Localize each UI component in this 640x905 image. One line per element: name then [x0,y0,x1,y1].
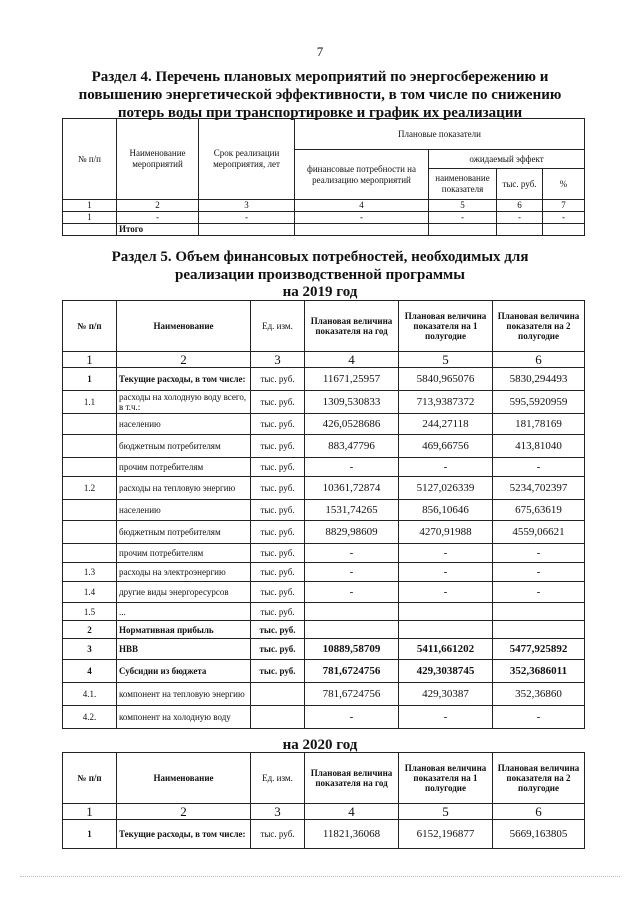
s5-2019-cell: - [493,544,585,563]
s5-2019-cell: 1.4 [63,582,117,603]
s5-2019-row [63,563,585,582]
s5-2019-cell: 5234,702397 [493,477,585,500]
s5-index-cell: 3 [251,352,305,368]
s5-2019-cell [251,706,305,729]
section5-title-line2: реализации производственной программы [175,267,465,283]
s5-index-cell: 5 [399,352,493,368]
s5-2019-cell [305,603,399,621]
s5-2020-header-cell: Плановая величина показателя на год [305,753,399,804]
s4-index-cell: 7 [543,200,585,212]
s5-2019-cell: 5840,965076 [399,368,493,391]
s5-2019-cell: 4.2. [63,706,117,729]
s4-total-label: Итого [117,224,199,236]
s5-2020-header-row [63,753,585,804]
s4-header-plan: Плановые показатели [295,119,585,150]
s5-2019-cell: 4559,06621 [493,521,585,544]
s5-2020-index-cell: 3 [251,804,305,820]
s5-2019-cell: 2 [63,621,117,639]
s4-data-cell: - [295,212,429,224]
s5-2019-cell: 1531,74265 [305,500,399,521]
s5-2019-cell: 3 [63,639,117,660]
s5-index-row [63,352,585,368]
s4-index-cell: 4 [295,200,429,212]
section4-title-line3: потерь воды при транспортировке и график их реализации [117,105,523,121]
s4-total-empty [199,224,295,236]
s4-header-num: № п/п [63,119,117,200]
s5-2019-cell: тыс. руб. [251,458,305,477]
s5-2020-cell: 1 [63,820,117,849]
s4-header-pct: % [543,169,585,200]
s4-data-cell: 1 [63,212,117,224]
s5-2019-cell: Текущие расходы, в том числе: [117,368,251,391]
s5-2019-cell: 1.3 [63,563,117,582]
s5-2019-cell: 883,47796 [305,435,399,458]
section5-table-2019 [62,300,585,729]
s5-2019-cell: другие виды энергоресурсов [117,582,251,603]
s5-2019-cell: 5477,925892 [493,639,585,660]
s5-2020-cell: 5669,163805 [493,820,585,849]
year-2019-heading: на 2019 год [282,284,358,300]
s5-2019-cell: компонент на тепловую энергию [117,683,251,706]
s5-2019-cell: 244,27118 [399,414,493,435]
s5-2019-cell: тыс. руб. [251,639,305,660]
s5-2019-cell: 10361,72874 [305,477,399,500]
s5-2020-index-cell: 4 [305,804,399,820]
s5-2019-cell [305,621,399,639]
s4-header-name: Наименование мероприятий [117,119,199,200]
s5-2020-index-row [63,804,585,820]
s5-2019-cell: 1 [63,368,117,391]
s5-2019-cell: бюджетным потребителям [117,521,251,544]
s5-2019-cell: НВВ [117,639,251,660]
s5-2019-cell: 713,9387372 [399,391,493,414]
s5-2019-cell: расходы на холодную воду всего, в т.ч.: [117,391,251,414]
s5-2019-cell: 4.1. [63,683,117,706]
s5-2019-cell: Нормативная прибыль [117,621,251,639]
s4-data-cell: - [199,212,295,224]
s5-2019-cell: 1309,530833 [305,391,399,414]
s4-header-ind-name: наименование показателя [429,169,497,200]
s5-2019-cell [251,683,305,706]
s5-2019-cell: тыс. руб. [251,521,305,544]
s5-2019-row [63,660,585,683]
s5-2019-cell: - [493,563,585,582]
s5-2019-row [63,477,585,500]
s5-2019-cell: тыс. руб. [251,391,305,414]
s5-2019-cell: - [305,458,399,477]
s5-2019-cell: прочим потребителям [117,458,251,477]
s4-header-thous: тыс. руб. [497,169,543,200]
s5-2020-header-cell: Наименование [117,753,251,804]
s5-2019-row [63,368,585,391]
s5-2019-cell: 5127,026339 [399,477,493,500]
s4-total-empty [63,224,117,236]
s5-header-row [63,301,585,352]
s5-2020-cell: 11821,36068 [305,820,399,849]
s5-index-cell: 1 [63,352,117,368]
s4-index-cell: 2 [117,200,199,212]
s4-data-cell: - [497,212,543,224]
s5-2019-cell: тыс. руб. [251,544,305,563]
page-bottom-divider [20,876,620,877]
s5-2019-cell [399,621,493,639]
s5-2019-cell: тыс. руб. [251,621,305,639]
s5-2019-cell: прочим потребителям [117,544,251,563]
s4-header-fin: финансовые потребности на реализацию мероприятий [295,150,429,200]
s5-2019-cell: тыс. руб. [251,435,305,458]
s4-data-row [63,212,585,224]
s5-index-cell: 4 [305,352,399,368]
s5-2020-index-cell: 5 [399,804,493,820]
s5-2019-cell: - [305,706,399,729]
s5-2019-cell: 426,0528686 [305,414,399,435]
s5-2020-index-cell: 6 [493,804,585,820]
s5-2019-cell: населению [117,414,251,435]
s4-data-cell: - [117,212,199,224]
section5-table-2020 [62,752,585,849]
section4-title-line2: повышению энергетической эффективности, в том числе по снижению [78,87,562,103]
s5-2019-row [63,683,585,706]
s5-2019-cell: - [399,458,493,477]
s5-2019-cell: - [399,706,493,729]
s4-total-empty [295,224,429,236]
s5-2019-row [63,521,585,544]
s5-2019-cell: 11671,25957 [305,368,399,391]
s5-2019-row [63,391,585,414]
s5-2019-cell: расходы на тепловую энергию [117,477,251,500]
s4-header-effect: ожидаемый эффект [429,150,585,169]
s4-index-cell: 1 [63,200,117,212]
s5-2019-cell [493,603,585,621]
s5-2020-index-cell: 1 [63,804,117,820]
s5-header-cell: Плановая величина показателя на 2 полугодие [493,301,585,352]
s5-header-cell: № п/п [63,301,117,352]
s5-2019-cell: тыс. руб. [251,563,305,582]
s5-header-cell: Плановая величина показателя на 1 полугодие [399,301,493,352]
s5-2019-cell [493,621,585,639]
s5-2019-cell: тыс. руб. [251,500,305,521]
s5-2019-row [63,435,585,458]
s5-2019-cell: тыс. руб. [251,368,305,391]
s5-2019-cell [63,544,117,563]
s5-2019-cell: Субсидии из бюджета [117,660,251,683]
s5-2019-cell: 5411,661202 [399,639,493,660]
s5-2019-cell: 781,6724756 [305,660,399,683]
s4-index-row [63,200,585,212]
s5-2019-row [63,706,585,729]
s5-2019-cell [63,458,117,477]
s5-header-cell: Плановая величина показателя на год [305,301,399,352]
s5-2019-cell: тыс. руб. [251,414,305,435]
s5-2019-cell: 469,66756 [399,435,493,458]
s5-2019-cell: 352,36860 [493,683,585,706]
s5-2019-cell: 595,5920959 [493,391,585,414]
s5-2019-cell: 1.5 [63,603,117,621]
s5-2019-cell [63,435,117,458]
s5-2019-cell: 1.2 [63,477,117,500]
s5-2020-header-cell: Ед. изм. [251,753,305,804]
s5-2019-cell: 8829,98609 [305,521,399,544]
s4-data-cell: - [429,212,497,224]
s5-2019-cell [399,603,493,621]
s5-2019-cell: тыс. руб. [251,660,305,683]
s5-2019-cell: 856,10646 [399,500,493,521]
s5-2019-cell: 781,6724756 [305,683,399,706]
s4-index-cell: 5 [429,200,497,212]
s5-2019-cell: 429,30387 [399,683,493,706]
s5-2019-cell: 10889,58709 [305,639,399,660]
s5-2020-cell: тыс. руб. [251,820,305,849]
s5-2019-cell: - [493,458,585,477]
s4-total-empty [429,224,497,236]
s5-2020-header-cell: Плановая величина показателя на 2 полугодие [493,753,585,804]
section4-table [62,118,585,236]
year-2020-heading: на 2020 год [282,737,358,753]
s5-2019-cell: - [493,582,585,603]
section4-title-line1: Раздел 4. Перечень плановых мероприятий по энергосбережению и [91,69,549,85]
s5-2019-cell: - [493,706,585,729]
s5-index-cell: 2 [117,352,251,368]
s5-2019-cell: 5830,294493 [493,368,585,391]
s4-index-cell: 6 [497,200,543,212]
s5-2019-cell [63,414,117,435]
section5-title-line1: Раздел 5. Объем финансовых потребностей, необходимых для [111,249,529,265]
s5-2019-cell: 4270,91988 [399,521,493,544]
s4-header-term: Срок реализации мероприятия, лет [199,119,295,200]
s5-2019-cell: тыс. руб. [251,477,305,500]
s5-2019-cell: расходы на электроэнергию [117,563,251,582]
s5-2019-row [63,544,585,563]
s5-2019-row [63,639,585,660]
s5-2019-cell: компонент на холодную воду [117,706,251,729]
s5-2019-cell: ... [117,603,251,621]
s5-2019-row [63,500,585,521]
s4-total-empty [543,224,585,236]
s5-2019-cell: - [399,563,493,582]
s5-2019-row [63,621,585,639]
s5-2019-row [63,458,585,477]
page-number: 7 [316,44,324,59]
s5-2019-cell: - [305,544,399,563]
s5-2019-cell: 429,3038745 [399,660,493,683]
s5-2019-cell: населению [117,500,251,521]
s5-2019-cell: бюджетным потребителям [117,435,251,458]
s5-2019-cell: 1.1 [63,391,117,414]
s4-data-cell: - [543,212,585,224]
s5-2019-cell: 675,63619 [493,500,585,521]
s5-2020-cell: 6152,196877 [399,820,493,849]
s5-2019-cell: 413,81040 [493,435,585,458]
s5-2019-row [63,414,585,435]
s5-2019-cell: - [305,582,399,603]
s5-header-cell: Ед. изм. [251,301,305,352]
s5-2019-cell: - [399,582,493,603]
s5-header-cell: Наименование [117,301,251,352]
s5-2019-cell [63,521,117,544]
s5-2019-row [63,582,585,603]
s5-2019-cell: тыс. руб. [251,603,305,621]
s4-total-row [63,224,585,236]
s4-total-empty [497,224,543,236]
s4-index-cell: 3 [199,200,295,212]
s5-2020-row [63,820,585,849]
s5-2020-header-cell: Плановая величина показателя на 1 полугодие [399,753,493,804]
s5-2019-cell: - [305,563,399,582]
s5-2019-cell [63,500,117,521]
s5-2020-header-cell: № п/п [63,753,117,804]
s5-2019-cell: - [399,544,493,563]
s5-2020-index-cell: 2 [117,804,251,820]
s5-index-cell: 6 [493,352,585,368]
s5-2019-cell: 352,3686011 [493,660,585,683]
s5-2019-cell: тыс. руб. [251,582,305,603]
s5-2019-cell: 4 [63,660,117,683]
s5-2020-cell: Текущие расходы, в том числе: [117,820,251,849]
s5-2019-cell: 181,78169 [493,414,585,435]
s5-2019-row [63,603,585,621]
